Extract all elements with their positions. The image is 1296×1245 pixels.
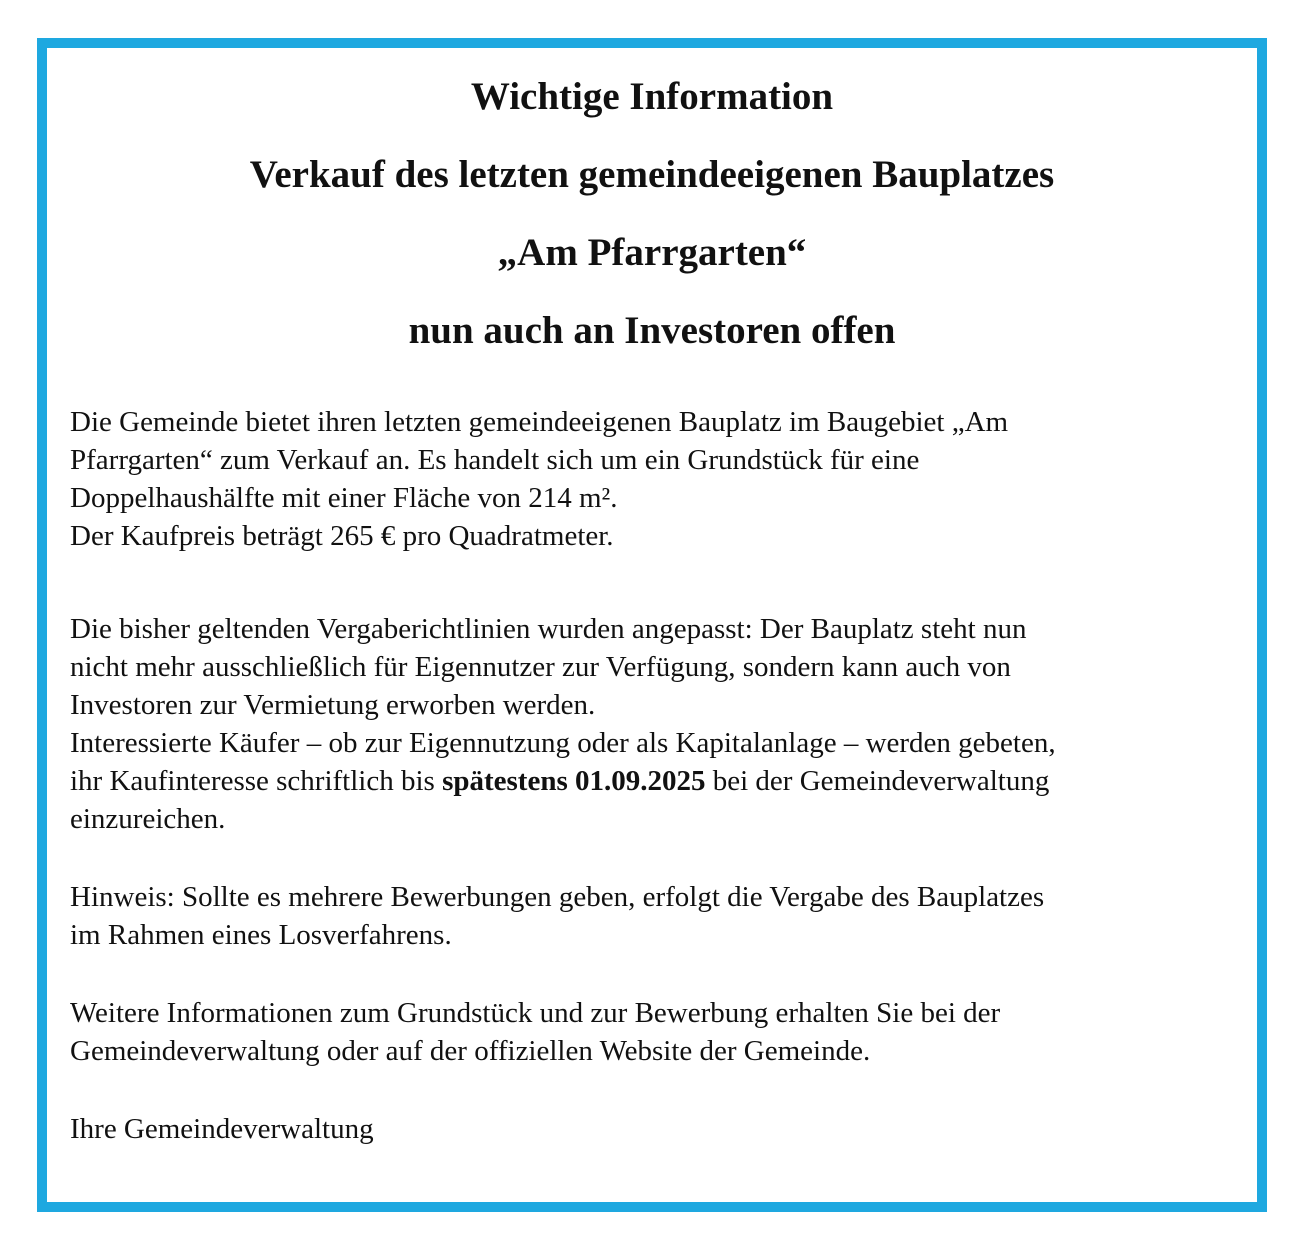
text-line: Pfarrgarten“ zum Verkauf an. Es handelt sich um ein Grundstück für eine xyxy=(70,444,920,476)
notice-subheadline: nun auch an Investoren offen xyxy=(408,309,896,352)
text-line: Die bisher geltenden Vergaberichtlinien wurden angepasst: Der Bauplatz steht nun xyxy=(70,613,1027,645)
text-line: Gemeindeverwaltung oder auf der offiziellen Website der Gemeinde. xyxy=(70,1035,871,1067)
notice-kicker: Wichtige Information xyxy=(470,75,834,118)
price-line: Der Kaufpreis beträgt 265 € pro Quadratmeter. xyxy=(70,520,614,552)
deadline-date: spätestens 01.09.2025 xyxy=(442,765,706,797)
deadline-suffix: bei der Gemeindeverwaltung xyxy=(705,765,1050,797)
paragraph-offer xyxy=(70,403,1230,555)
text-line: Doppelhaushälfte mit einer Fläche von 214 m². xyxy=(70,482,618,514)
text-line: nicht mehr ausschließlich für Eigennutzer zur Verfügung, sondern kann auch von xyxy=(70,651,1011,683)
notice-headline: Verkauf des letzten gemeindeeigenen Bauplatzes xyxy=(249,153,1055,196)
notice-frame xyxy=(37,38,1267,1212)
text-line: Investoren zur Vermietung erworben werden. xyxy=(70,689,596,721)
text-line: im Rahmen eines Losverfahrens. xyxy=(70,919,452,951)
text-line: Weitere Informationen zum Grundstück und zur Bewerbung erhalten Sie bei der xyxy=(70,997,1001,1029)
signature: Ihre Gemeindeverwaltung xyxy=(70,1113,374,1145)
paragraph-lottery-note xyxy=(70,878,1230,954)
text-line: Hinweis: Sollte es mehrere Bewerbungen geben, erfolgt die Vergabe des Bauplatzes xyxy=(70,881,1045,913)
paragraph-guidelines xyxy=(70,610,1230,838)
text-line: Interessierte Käufer – ob zur Eigennutzung oder als Kapitalanlage – werden gebeten, xyxy=(70,727,1056,759)
deadline-prefix: ihr Kaufinteresse schriftlich bis xyxy=(70,765,443,797)
notice-area-name: „Am Pfarrgarten“ xyxy=(497,231,807,274)
deadline-line xyxy=(70,762,1230,800)
text-line: einzureichen. xyxy=(70,803,226,835)
paragraph-further-info xyxy=(70,994,1230,1070)
text-line: Die Gemeinde bietet ihren letzten gemeindeeigenen Bauplatz im Baugebiet „Am xyxy=(70,406,1009,438)
